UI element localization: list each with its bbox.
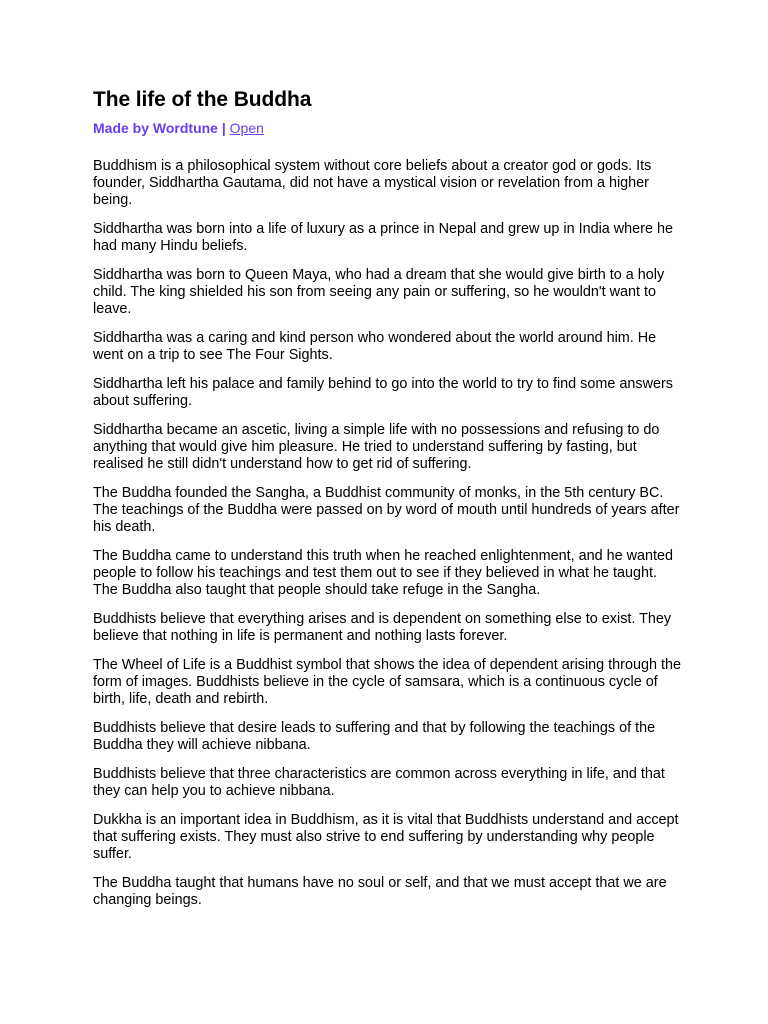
- paragraph: Buddhists believe that desire leads to suffering and that by following the teachings of the Buddha they will achieve nibbana.: [93, 720, 656, 753]
- paragraph: The Wheel of Life is a Buddhist symbol that shows the idea of dependent arising through the form of images. Buddhists believe in the cycle of samsara, which is a continuous cycle of birth, life, death and rebirth.: [93, 657, 681, 707]
- paragraph: Buddhism is a philosophical system without core beliefs about a creator god or gods. Its founder, Siddhartha Gautama, did not have a mystical vision or revelation from a higher being.: [93, 158, 652, 208]
- paragraph: Siddhartha was a caring and kind person who wondered about the world around him. He went on a trip to see The Four Sights.: [93, 330, 657, 363]
- paragraph: Buddhists believe that three characteristics are common across everything in life, and that they can help you to achieve nibbana.: [93, 766, 665, 799]
- paragraph: Siddhartha was born to Queen Maya, who had a dream that she would give birth to a holy child. The king shielded his son from seeing any pain or suffering, so he wouldn't want to leave.: [93, 267, 665, 317]
- made-by-label: Made by Wordtune: [93, 120, 218, 136]
- byline: [93, 119, 683, 137]
- paragraph: The Buddha founded the Sangha, a Buddhist community of monks, in the 5th century BC. The teachings of the Buddha were passed on by word of mouth until hundreds of years after his death.: [93, 485, 680, 535]
- paragraph: Siddhartha became an ascetic, living a simple life with no possessions and refusing to do anything that would give him pleasure. He tried to understand suffering by fasting, but realised he still didn't understand how to get rid of suffering.: [93, 422, 660, 472]
- paragraph: The Buddha taught that humans have no soul or self, and that we must accept that we are changing beings.: [93, 875, 667, 908]
- paragraph: The Buddha came to understand this truth when he reached enlightenment, and he wanted people to follow his teachings and test them out to see if they believed in what he taught. The Buddha also taught that people should take refuge in the Sangha.: [93, 548, 674, 598]
- page-title: The life of the Buddha: [93, 88, 312, 111]
- paragraph: Siddhartha was born into a life of luxury as a prince in Nepal and grew up in India where he had many Hindu beliefs.: [93, 221, 673, 254]
- byline-separator: |: [221, 120, 226, 136]
- document-body: [93, 158, 683, 909]
- paragraph: Dukkha is an important idea in Buddhism, as it is vital that Buddhists understand and accept that suffering exists. They must also strive to end suffering by understanding why people suffer.: [93, 812, 679, 862]
- paragraph: Siddhartha left his palace and family behind to go into the world to try to find some answers about suffering.: [93, 376, 673, 409]
- open-link[interactable]: Open: [229, 120, 264, 136]
- paragraph: Buddhists believe that everything arises and is dependent on something else to exist. They believe that nothing in life is permanent and nothing lasts forever.: [93, 611, 672, 644]
- document-page: [93, 86, 683, 921]
